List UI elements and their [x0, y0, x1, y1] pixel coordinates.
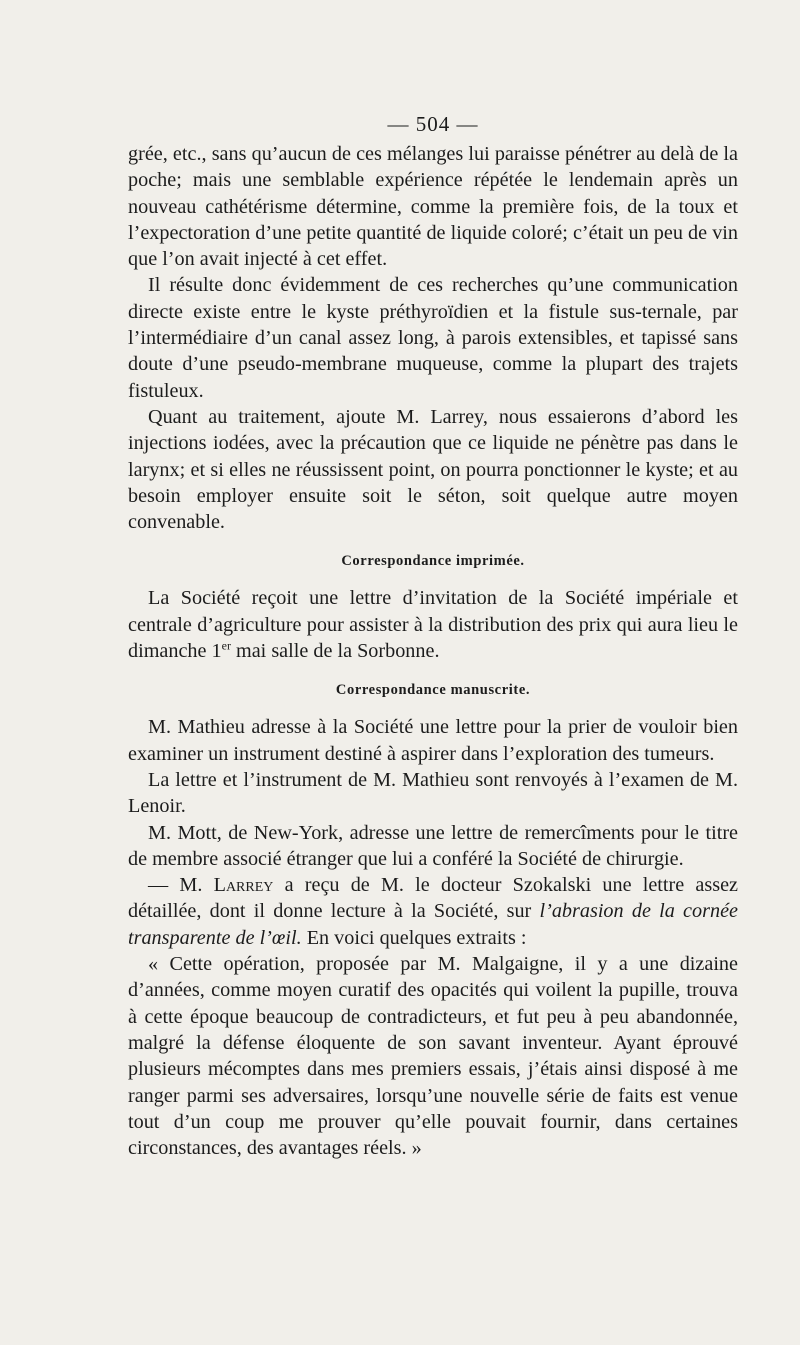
- paragraph-continuation: grée, etc., sans qu’aucun de ces mélanges lui paraisse pénétrer au delà de la poche; mais une semblable expérience répétée le lendemain après un nouveau cathétérisme détermine, comme la première fois, de la toux et l’expectoration d’une petite quantité de liquide coloré; c’était un peu de vin que l’on avait injecté à cet effet.: [128, 143, 738, 271]
- printed-superscript: er: [221, 638, 231, 653]
- paragraph-lenoir: La lettre et l’instrument de M. Mathieu sont renvoyés à l’examen de M. Lenoir.: [128, 768, 738, 818]
- paragraph-mathieu: M. Mathieu adresse à la Société une lettre pour la prier de vouloir bien examiner un instrument destiné à aspirer dans l’exploration des tumeurs.: [128, 716, 738, 765]
- larrey-italic-title: l’abrasion de la cornée transparente de l’œil.: [128, 900, 738, 949]
- page: [128, 112, 738, 1161]
- larrey-prefix: — M.: [148, 874, 214, 897]
- larrey-name: Larrey: [213, 874, 274, 897]
- page-number: — 504 —: [387, 112, 479, 136]
- paragraph-quote: « Cette opération, proposée par M. Malgaigne, il y a une dizaine d’années, comme moyen curatif des opacités qui voilent la pupille, trouva à cette époque beaucoup de contradicteurs, et fut peu à peu abandonnée, malgré la défense éloquente de son savant inventeur. Ayant éprouvé plusieurs mécomptes dans mes premiers essais, j’étais ainsi disposé à me ranger parmi ses adversaires, lorsqu’une nouvelle série de faits est venue tout d’un coup me prouver qu’elle pouvait fournir, dans certaines circonstances, des avantages réels. »: [128, 953, 738, 1160]
- larrey-middle: a reçu de M. le docteur Szokalski une lettre assez détaillée, dont il donne lecture à la Société, sur: [128, 874, 739, 923]
- paragraph-printed-correspondence: [128, 585, 738, 664]
- section-heading-printed: Correspondance imprimée.: [341, 553, 525, 570]
- section-heading-manuscript: Correspondance manuscrite.: [335, 682, 531, 699]
- paragraph-communication: Il résulte donc évidemment de ces recherches qu’une communication directe existe entre le kyste préthyroïdien et la fistule sus-ternale, par l’intermédiaire d’un canal assez long, à parois extensibles, et tapissé sans doute d’une pseudo-membrane muqueuse, comme la plupart des trajets fistuleux.: [128, 274, 738, 402]
- larrey-suffix: En voici quelques extraits :: [301, 926, 527, 949]
- printed-text-end: mai salle de la Sorbonne.: [230, 640, 440, 663]
- paragraph-traitement: Quant au traitement, ajoute M. Larrey, nous essaierons d’abord les injections iodées, avec la précaution que ce liquide ne pénètre pas dans le larynx; et si elles ne réussissent point, on pourra ponctionner le kyste; et au besoin employer ensuite soit le séton, soit quelque autre moyen convenable.: [128, 405, 738, 534]
- paragraph-mott: M. Mott, de New-York, adresse une lettre de remercîments pour le titre de membre associé étranger que lui a conféré la Société de chirurgie.: [128, 821, 738, 870]
- printed-text-start: La Société reçoit une lettre d’invitation de la Société impériale et centrale d’agriculture pour assister à la distribution des prix qui aura lieu le dimanche 1: [128, 587, 738, 663]
- paragraph-larrey: [128, 872, 738, 951]
